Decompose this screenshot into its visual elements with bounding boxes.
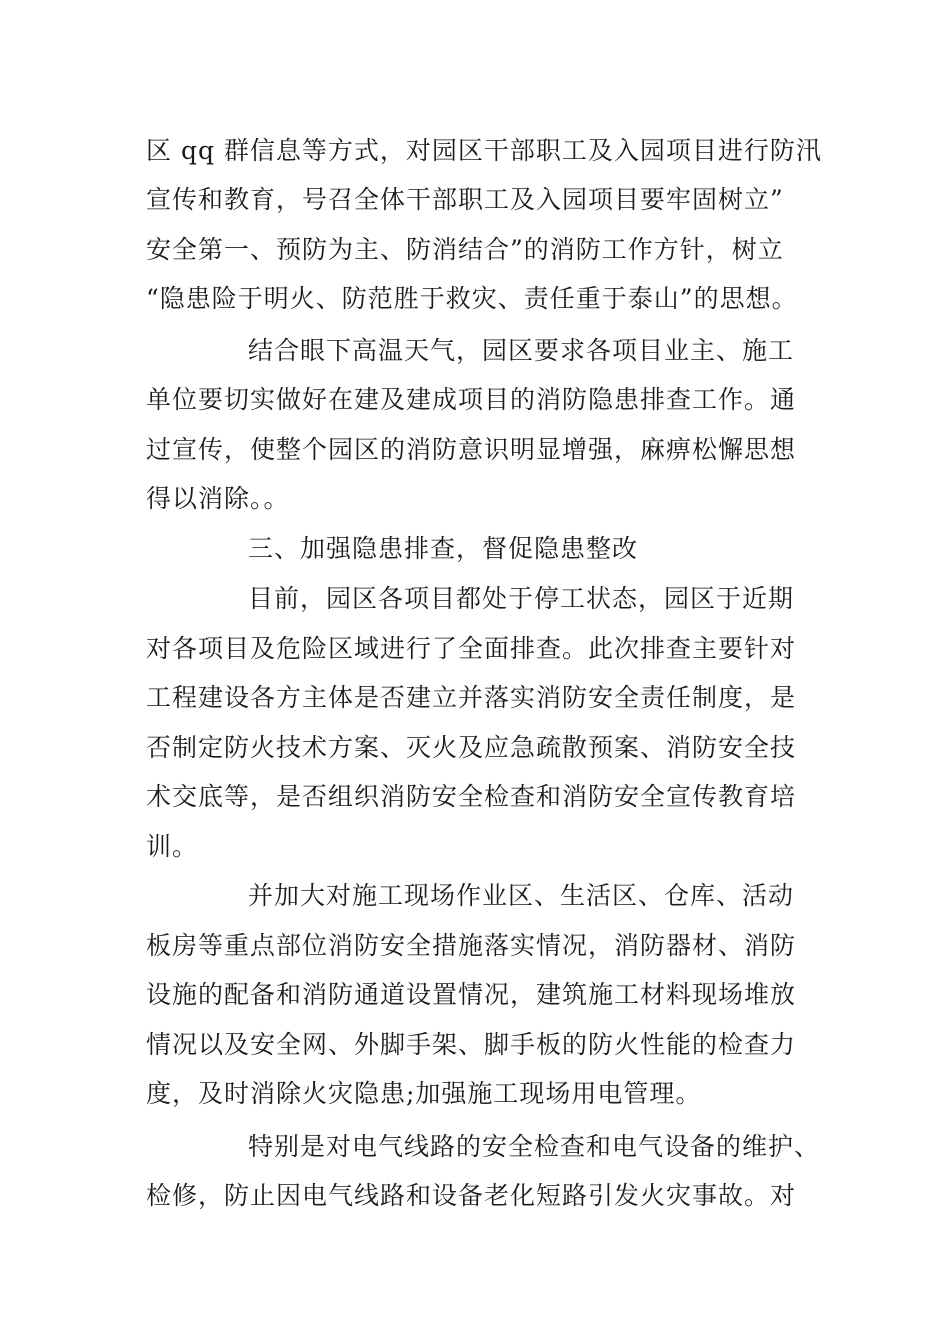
text-line: 设施的配备和消防通道设置情况，建筑施工材料现场堆放 (146, 980, 797, 1009)
text-line: 度，及时消除火灾隐患;加强施工现场用电管理。 (146, 1079, 702, 1108)
text-line: 安全第一、预防为主、防消结合”的消防工作方针，树立 (146, 235, 784, 264)
text-line: 工程建设各方主体是否建立并落实消防安全责任制度，是 (146, 683, 797, 712)
text-line: “隐患险于明火、防范胜于救灾、责任重于泰山”的思想。 (146, 284, 798, 313)
text-line: 情况以及安全网、外脚手架、脚手板的防火性能的检查力 (146, 1030, 797, 1059)
text-line: 区 qq 群信息等方式，对园区干部职工及入园项目进行防汛 (146, 136, 822, 165)
text-line: 宣传和教育，号召全体干部职工及入园项目要牢固树立” (146, 185, 784, 214)
paragraph-first-line: 目前，园区各项目都处于停工状态，园区于近期 (248, 584, 795, 613)
paragraph-first-line: 特别是对电气线路的安全检查和电气设备的维护、 (248, 1132, 821, 1161)
text-line: 过宣传，使整个园区的消防意识明显增强，麻痹松懈思想 (146, 435, 797, 464)
text-line: 否制定防火技术方案、灭火及应急疏散预案、消防安全技 (146, 733, 797, 762)
paragraph-first-line: 并加大对施工现场作业区、生活区、仓库、活动 (248, 881, 795, 910)
paragraph-first-line: 结合眼下高温天气，园区要求各项目业主、施工 (248, 336, 795, 365)
text-line: 单位要切实做好在建及建成项目的消防隐患排查工作。通 (146, 385, 797, 414)
text-line: 板房等重点部位消防安全措施落实情况，消防器材、消防 (146, 931, 797, 960)
text-line: 对各项目及危险区域进行了全面排查。此次排查主要针对 (146, 634, 797, 663)
text-line: 检修，防止因电气线路和设备老化短路引发火灾事故。对 (146, 1181, 797, 1210)
text-line: 得以消除。。 (146, 484, 290, 513)
section-heading: 三、加强隐患排查，督促隐患整改 (248, 534, 639, 563)
text-line: 术交底等，是否组织消防安全检查和消防安全宣传教育培 (146, 782, 797, 811)
text-line: 训。 (146, 832, 199, 861)
